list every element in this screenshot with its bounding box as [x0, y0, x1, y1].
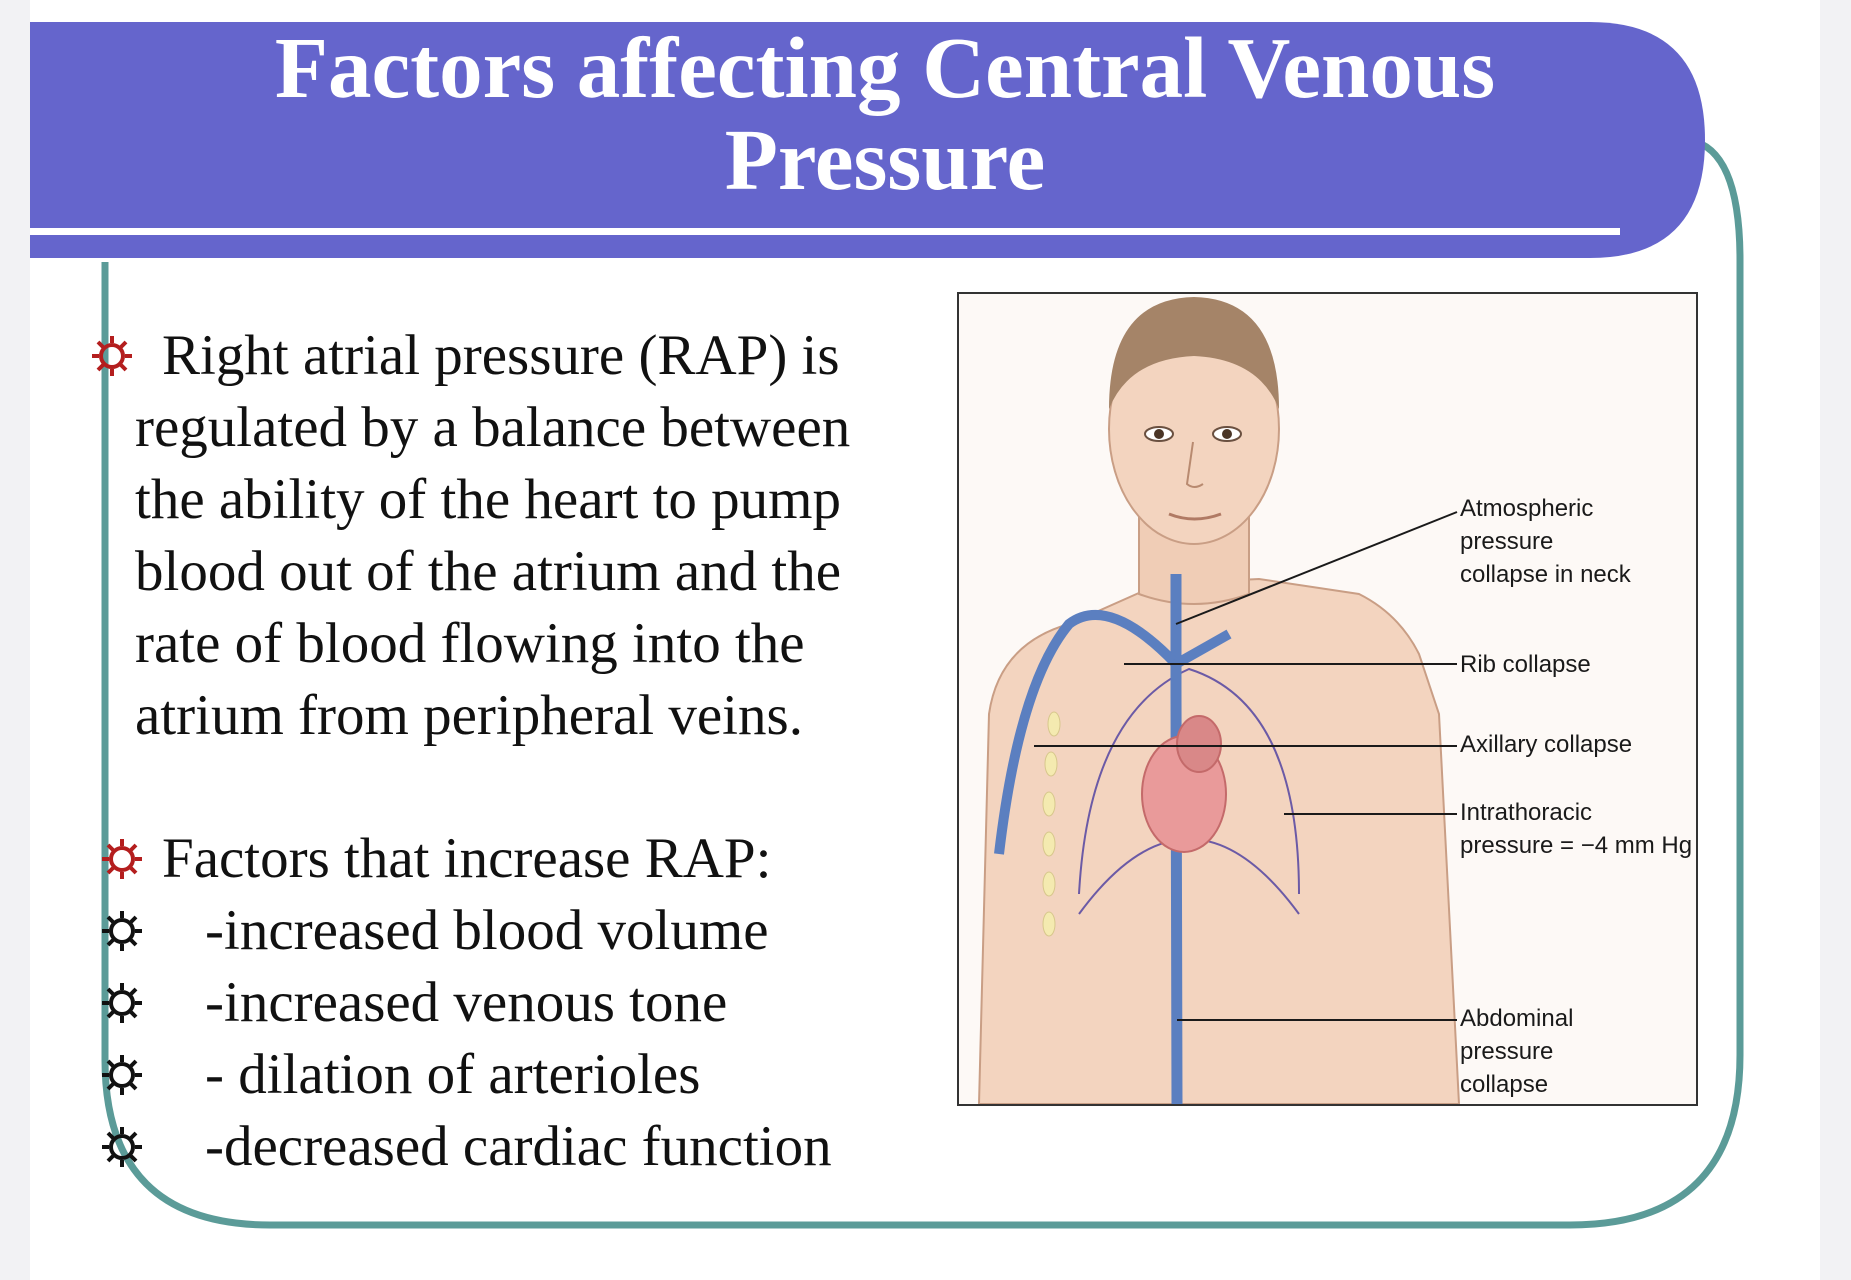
torso-illustration [959, 294, 1696, 1104]
factor-text: -decreased cardiac function [205, 1115, 832, 1178]
main-line-4: blood out of the atrium and the [135, 540, 842, 603]
factor-text: - dilation of arterioles [205, 1043, 701, 1106]
main-bullet-text [95, 320, 955, 752]
main-line-2: regulated by a balance between [135, 396, 851, 459]
title-line-1: Factors affecting Central Venous [274, 19, 1496, 116]
factor-text: -increased blood volume [205, 899, 769, 962]
star-bullet-icon [100, 1125, 144, 1169]
label-abdominal: Abdominal pressure collapse [1460, 1005, 1574, 1098]
star-bullet-icon [100, 1053, 144, 1097]
label-atmospheric: Atmospheric pressure collapse in neck [1460, 495, 1631, 588]
main-line-3: the ability of the heart to pump [135, 468, 841, 531]
title-underline [30, 228, 1620, 235]
venous-collapse-figure [957, 292, 1698, 1106]
main-line-6: atrium from peripheral veins. [135, 684, 803, 747]
factors-heading: Factors that increase RAP: [162, 827, 772, 890]
star-bullet-icon [100, 837, 144, 881]
slide-title [30, 19, 1740, 208]
label-rib-collapse: Rib collapse [1460, 651, 1591, 678]
factor-text: -increased venous tone [205, 971, 728, 1034]
main-line-5: rate of blood flowing into the [135, 612, 805, 675]
star-bullet-icon [90, 334, 134, 378]
label-axillary-collapse: Axillary collapse [1460, 731, 1633, 758]
label-intrathoracic: Intrathoracic pressure = −4 mm Hg [1460, 799, 1693, 859]
main-bullet [95, 320, 955, 752]
title-line-2: Pressure [724, 111, 1046, 208]
star-bullet-icon [100, 909, 144, 953]
main-line-1: Right atrial pressure (RAP) is [162, 324, 840, 387]
star-bullet-icon [100, 981, 144, 1025]
